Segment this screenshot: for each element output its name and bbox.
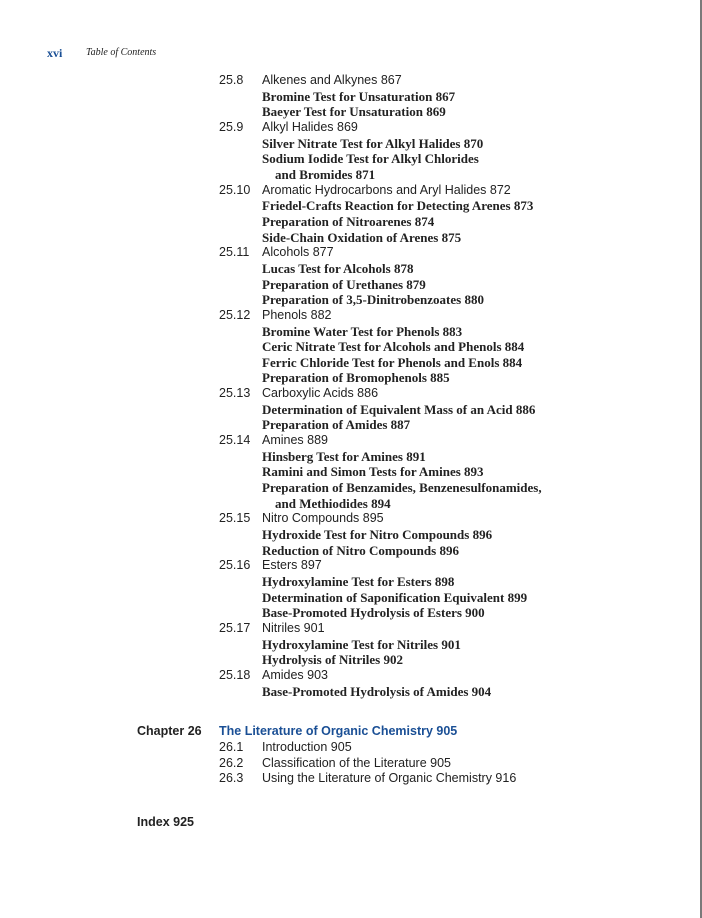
section-number: 25.9 [219, 119, 244, 134]
section-title: Aromatic Hydrocarbons and Aryl Halides 872 [262, 182, 511, 197]
toc-row[interactable] [0, 214, 700, 230]
subsection-title: Hydroxylamine Test for Esters 898 [262, 574, 455, 589]
toc-row[interactable] [0, 480, 700, 496]
subsection-title: Hydroxylamine Test for Nitriles 901 [262, 636, 461, 652]
section-number: 25.8 [219, 73, 244, 87]
section-number: 25.14 [219, 433, 251, 448]
toc-row[interactable] [0, 637, 700, 653]
subsection-title: Hydrolysis of Nitriles 902 [262, 652, 403, 668]
section-title: Esters 897 [262, 558, 322, 573]
section-number: 26.3 [219, 771, 244, 786]
toc-row[interactable] [0, 668, 700, 684]
section-title: Carboxylic Acids 886 [262, 386, 379, 401]
subsection-title: Preparation of Amides 887 [262, 417, 411, 433]
toc-row[interactable] [0, 339, 700, 355]
chapter-section-row[interactable] [0, 771, 700, 787]
toc-row[interactable] [0, 167, 700, 183]
subsection-title: Base-Promoted Hydrolysis of Amides 904 [262, 683, 492, 699]
subsection-title: Preparation of Nitroarenes 874 [262, 213, 435, 229]
section-title: Amines 889 [262, 433, 329, 448]
section-number: 25.16 [219, 558, 251, 573]
section-number: 25.11 [219, 245, 250, 260]
toc-row[interactable] [0, 292, 700, 308]
section-title: Phenols 882 [262, 307, 332, 322]
section-title: Alkenes and Alkynes 867 [262, 73, 402, 87]
section-title: Alcohols 877 [262, 245, 334, 260]
toc-row[interactable] [0, 73, 700, 89]
subsection-title: Ramini and Simon Tests for Amines 893 [262, 464, 484, 480]
toc-list [0, 73, 700, 699]
toc-row[interactable] [0, 543, 700, 559]
toc-row[interactable] [0, 324, 700, 340]
toc-row[interactable] [0, 183, 700, 199]
subsection-title: Friedel-Crafts Reaction for Detecting Arenes 873 [262, 198, 534, 214]
chapter-title[interactable]: The Literature of Organic Chemistry 905 [219, 724, 458, 738]
chapter-section-row[interactable] [0, 740, 700, 756]
section-title: Alkyl Halides 869 [262, 119, 358, 134]
toc-row[interactable] [0, 496, 700, 512]
subsection-title: Hydroxide Test for Nitro Compounds 896 [262, 527, 493, 543]
section-title: Nitro Compounds 895 [262, 511, 384, 526]
page-number: xvi [47, 46, 63, 60]
index-entry[interactable]: Index 925 [137, 815, 194, 829]
toc-row[interactable] [0, 527, 700, 543]
chapter-label: Chapter 26 [137, 724, 202, 738]
section-number: 25.15 [219, 511, 251, 526]
subsection-title: Bromine Test for Unsaturation 867 [262, 88, 456, 104]
section-title: Introduction 905 [262, 740, 352, 754]
toc-row[interactable] [0, 230, 700, 246]
section-number: 25.17 [219, 620, 251, 635]
toc-row[interactable] [0, 136, 700, 152]
subsection-title: Reduction of Nitro Compounds 896 [262, 542, 459, 558]
subsection-title: Preparation of Benzamides, Benzenesulfonamides, [262, 480, 542, 496]
subsection-title: Side-Chain Oxidation of Arenes 875 [262, 229, 462, 245]
subsection-title: Silver Nitrate Test for Alkyl Halides 870 [262, 135, 484, 151]
section-number: 26.2 [219, 755, 244, 770]
subsection-title: Lucas Test for Alcohols 878 [262, 260, 414, 276]
section-title: Classification of the Literature 905 [262, 755, 451, 770]
section-number: 25.18 [219, 667, 251, 682]
subsection-title: Determination of Saponification Equivalent 899 [262, 589, 528, 605]
subsection-title: Ceric Nitrate Test for Alcohols and Phenols 884 [262, 339, 525, 355]
toc-row[interactable] [0, 277, 700, 293]
subsection-title: Baeyer Test for Unsaturation 869 [262, 104, 446, 120]
toc-row[interactable] [0, 198, 700, 214]
toc-row[interactable] [0, 590, 700, 606]
subsection-title: Preparation of Urethanes 879 [262, 276, 426, 292]
subsection-title: Sodium Iodide Test for Alkyl Chlorides [262, 151, 479, 167]
toc-row[interactable] [0, 308, 700, 324]
subsection-title-continuation: and Methiodides 894 [275, 495, 391, 511]
toc-row[interactable] [0, 449, 700, 465]
chapter-section-list [0, 740, 700, 787]
toc-row[interactable] [0, 574, 700, 590]
subsection-title: Base-Promoted Hydrolysis of Esters 900 [262, 605, 485, 621]
toc-row[interactable] [0, 245, 700, 261]
section-title: Using the Literature of Organic Chemistry 916 [262, 771, 517, 786]
section-number: 26.1 [219, 740, 244, 754]
subsection-title: Determination of Equivalent Mass of an Acid 886 [262, 401, 536, 417]
section-title: Nitriles 901 [262, 620, 325, 635]
toc-row[interactable] [0, 370, 700, 386]
toc-row[interactable] [0, 558, 700, 574]
subsection-title: Preparation of 3,5-Dinitrobenzoates 880 [262, 292, 484, 308]
toc-row[interactable] [0, 417, 700, 433]
section-number: 25.12 [219, 307, 251, 322]
toc-row[interactable] [0, 151, 700, 167]
subsection-title: Preparation of Bromophenols 885 [262, 370, 450, 386]
toc-row[interactable] [0, 652, 700, 668]
subsection-title: Bromine Water Test for Phenols 883 [262, 323, 463, 339]
running-title: Table of Contents [86, 47, 157, 58]
subsection-title: Hinsberg Test for Amines 891 [262, 448, 426, 464]
toc-row[interactable] [0, 386, 700, 402]
toc-row[interactable] [0, 104, 700, 120]
chapter-section-row[interactable] [0, 756, 700, 772]
subsection-title: Ferric Chloride Test for Phenols and Enols 884 [262, 354, 523, 370]
toc-row[interactable] [0, 402, 700, 418]
section-number: 25.10 [219, 182, 251, 197]
toc-row[interactable] [0, 433, 700, 449]
section-number: 25.13 [219, 386, 251, 401]
toc-row[interactable] [0, 464, 700, 480]
toc-row[interactable] [0, 355, 700, 371]
toc-row[interactable] [0, 89, 700, 105]
subsection-title-continuation: and Bromides 871 [275, 166, 376, 182]
toc-row[interactable] [0, 621, 700, 637]
toc-row[interactable] [0, 605, 700, 621]
toc-row[interactable] [0, 120, 700, 136]
section-title: Amides 903 [262, 667, 329, 682]
toc-row[interactable] [0, 684, 700, 700]
toc-row[interactable] [0, 261, 700, 277]
toc-row[interactable] [0, 511, 700, 527]
